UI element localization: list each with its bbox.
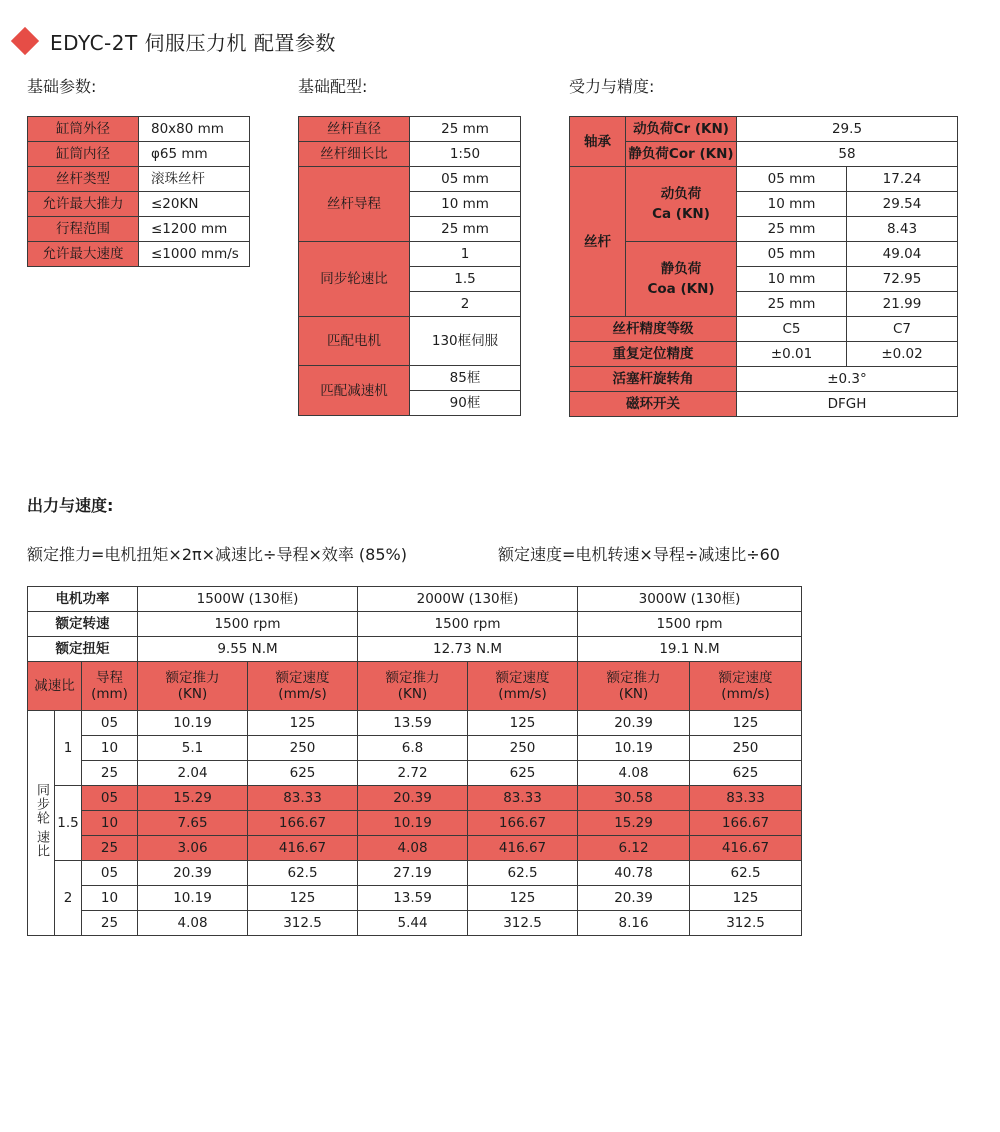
motor-power-value: 2000W (130框) [358, 587, 578, 612]
speed-value: 125 [690, 711, 802, 736]
thrust-value: 10.19 [578, 736, 690, 761]
static-load-label: 静负荷 Coa (KN) [626, 242, 737, 317]
table-row [28, 736, 802, 761]
thrust-value: 4.08 [358, 836, 468, 861]
thrust-value: 15.29 [578, 811, 690, 836]
speed-value: 62.5 [468, 861, 578, 886]
rated-speed-value: 1500 rpm [358, 612, 578, 637]
bearing-static-value: 58 [737, 142, 958, 167]
table-row [28, 836, 802, 861]
pulley-ratio-label: 同步轮速比 [299, 242, 410, 317]
param-label: 允许最大推力 [28, 192, 139, 217]
speed-value: 83.33 [248, 786, 358, 811]
static-load-value: 72.95 [847, 267, 958, 292]
thrust-value: 5.44 [358, 911, 468, 936]
table-row [28, 242, 250, 267]
screw-diameter-value: 25 mm [410, 117, 521, 142]
speed-value: 125 [468, 711, 578, 736]
table-row [570, 167, 958, 192]
precision-grade-value: C5 [737, 317, 847, 342]
rated-speed-value: 1500 rpm [578, 612, 802, 637]
output-speed-heading: 出力与速度: [27, 496, 114, 515]
thrust-value: 4.08 [138, 911, 248, 936]
motor-power-value: 3000W (130框) [578, 587, 802, 612]
speed-value: 125 [248, 886, 358, 911]
precision-grade-value: C7 [847, 317, 958, 342]
thrust-value: 6.12 [578, 836, 690, 861]
table-row [28, 637, 802, 662]
basic-config-heading: 基础配型: [298, 77, 368, 96]
rated-speed-label: 额定转速 [28, 612, 138, 637]
thrust-value: 20.39 [578, 711, 690, 736]
lead-cell: 10 [82, 736, 138, 761]
bearing-dynamic-value: 29.5 [737, 117, 958, 142]
lead-cell: 05 [82, 861, 138, 886]
table-row [570, 342, 958, 367]
speed-value: 312.5 [690, 911, 802, 936]
table-row [299, 366, 521, 391]
table-row [28, 192, 250, 217]
speed-value: 625 [248, 761, 358, 786]
lead-value: 10 mm [410, 192, 521, 217]
speed-value: 312.5 [248, 911, 358, 936]
lead-value: 25 mm [410, 217, 521, 242]
lead-header: 导程 (mm) [82, 662, 138, 711]
pulley-ratio-vertical-text: 同步轮 速比 [34, 783, 49, 859]
dynamic-load-lead: 25 mm [737, 217, 847, 242]
thrust-value: 13.59 [358, 886, 468, 911]
static-load-lead: 25 mm [737, 292, 847, 317]
piston-rotation-label: 活塞杆旋转角 [570, 367, 737, 392]
thrust-value: 20.39 [138, 861, 248, 886]
speed-value: 250 [248, 736, 358, 761]
lead-cell: 25 [82, 761, 138, 786]
lead-cell: 25 [82, 911, 138, 936]
lead-cell: 05 [82, 786, 138, 811]
speed-value: 416.67 [468, 836, 578, 861]
dynamic-load-lead: 10 mm [737, 192, 847, 217]
thrust-header: 额定推力 (KN) [358, 662, 468, 711]
param-value: ≤20KN [139, 192, 250, 217]
param-value: φ65 mm [139, 142, 250, 167]
lead-cell: 25 [82, 836, 138, 861]
thrust-value: 10.19 [138, 711, 248, 736]
page-title: EDYC-2T 伺服压力机 配置参数 [50, 31, 336, 55]
speed-value: 250 [690, 736, 802, 761]
thrust-value: 27.19 [358, 861, 468, 886]
screw-ratio-label: 丝杆细长比 [299, 142, 410, 167]
bearing-dynamic-label: 动负荷Cr (KN) [626, 117, 737, 142]
thrust-value: 20.39 [578, 886, 690, 911]
speed-value: 416.67 [690, 836, 802, 861]
thrust-value: 3.06 [138, 836, 248, 861]
reducer-value: 90框 [410, 391, 521, 416]
speed-value: 250 [468, 736, 578, 761]
thrust-value: 40.78 [578, 861, 690, 886]
output-speed-table [27, 586, 802, 936]
thrust-value: 10.19 [358, 811, 468, 836]
speed-value: 125 [468, 886, 578, 911]
speed-header: 额定速度 (mm/s) [690, 662, 802, 711]
dynamic-load-value: 17.24 [847, 167, 958, 192]
param-label: 允许最大速度 [28, 242, 139, 267]
thrust-value: 4.08 [578, 761, 690, 786]
thrust-value: 7.65 [138, 811, 248, 836]
thrust-value: 5.1 [138, 736, 248, 761]
dynamic-load-lead: 05 mm [737, 167, 847, 192]
thrust-value: 6.8 [358, 736, 468, 761]
table-row [570, 317, 958, 342]
ratio-header: 减速比 [28, 662, 82, 711]
reducer-value: 85框 [410, 366, 521, 391]
table-row [299, 117, 521, 142]
motor-label: 匹配电机 [299, 317, 410, 366]
table-row [299, 317, 521, 366]
rated-torque-value: 12.73 N.M [358, 637, 578, 662]
param-label: 丝杆类型 [28, 167, 139, 192]
table-row [299, 242, 521, 267]
basic-params-table [27, 116, 250, 267]
thrust-header: 额定推力 (KN) [578, 662, 690, 711]
table-row [28, 217, 250, 242]
table-row [28, 167, 250, 192]
table-row [570, 392, 958, 417]
force-precision-heading: 受力与精度: [569, 77, 655, 96]
table-row [28, 786, 802, 811]
thrust-header: 额定推力 (KN) [138, 662, 248, 711]
dynamic-load-value: 8.43 [847, 217, 958, 242]
lead-cell: 05 [82, 711, 138, 736]
speed-value: 312.5 [468, 911, 578, 936]
precision-grade-label: 丝杆精度等级 [570, 317, 737, 342]
rated-torque-value: 19.1 N.M [578, 637, 802, 662]
table-row [28, 142, 250, 167]
table-row [28, 861, 802, 886]
table-header-row [28, 662, 802, 711]
pulley-ratio-value: 1 [410, 242, 521, 267]
speed-value: 62.5 [248, 861, 358, 886]
table-row [28, 911, 802, 936]
repeat-precision-value: ±0.02 [847, 342, 958, 367]
speed-value: 166.67 [248, 811, 358, 836]
bearing-label: 轴承 [570, 117, 626, 167]
param-value: 80x80 mm [139, 117, 250, 142]
piston-rotation-value: ±0.3° [737, 367, 958, 392]
table-row [570, 367, 958, 392]
speed-value: 625 [468, 761, 578, 786]
table-row [570, 242, 958, 267]
table-row [570, 117, 958, 142]
thrust-value: 8.16 [578, 911, 690, 936]
param-value: 滚珠丝杆 [139, 167, 250, 192]
table-row [28, 886, 802, 911]
static-load-value: 21.99 [847, 292, 958, 317]
speed-value: 62.5 [690, 861, 802, 886]
rated-torque-value: 9.55 N.M [138, 637, 358, 662]
motor-power-value: 1500W (130框) [138, 587, 358, 612]
speed-value: 125 [248, 711, 358, 736]
pulley-ratio-value: 2 [410, 292, 521, 317]
pulley-ratio-cell: 1 [55, 711, 82, 786]
speed-value: 83.33 [690, 786, 802, 811]
param-value: ≤1200 mm [139, 217, 250, 242]
pulley-ratio-cell: 1.5 [55, 786, 82, 861]
dynamic-load-label: 动负荷 Ca (KN) [626, 167, 737, 242]
param-label: 缸筒内径 [28, 142, 139, 167]
thrust-value: 2.72 [358, 761, 468, 786]
table-row [28, 612, 802, 637]
rated-speed-value: 1500 rpm [138, 612, 358, 637]
speed-value: 125 [690, 886, 802, 911]
speed-value: 166.67 [468, 811, 578, 836]
magnet-switch-value: DFGH [737, 392, 958, 417]
table-row [28, 117, 250, 142]
static-load-lead: 10 mm [737, 267, 847, 292]
pulley-ratio-value: 1.5 [410, 267, 521, 292]
speed-value: 625 [690, 761, 802, 786]
thrust-value: 2.04 [138, 761, 248, 786]
motor-value: 130框伺服 [410, 317, 521, 366]
thrust-value: 15.29 [138, 786, 248, 811]
reducer-label: 匹配减速机 [299, 366, 410, 416]
basic-params-heading: 基础参数: [27, 77, 97, 96]
screw-label: 丝杆 [570, 167, 626, 317]
thrust-value: 10.19 [138, 886, 248, 911]
lead-value: 05 mm [410, 167, 521, 192]
table-row [28, 587, 802, 612]
table-row [28, 811, 802, 836]
speed-value: 166.67 [690, 811, 802, 836]
table-row [299, 142, 521, 167]
lead-cell: 10 [82, 811, 138, 836]
speed-value: 416.67 [248, 836, 358, 861]
bearing-static-label: 静负荷Cor (KN) [626, 142, 737, 167]
param-label: 行程范围 [28, 217, 139, 242]
thrust-formula: 额定推力=电机扭矩×2π×减速比÷导程×效率 (85%) [27, 545, 407, 564]
repeat-precision-value: ±0.01 [737, 342, 847, 367]
screw-ratio-value: 1:50 [410, 142, 521, 167]
force-precision-table [569, 116, 958, 417]
table-row [570, 142, 958, 167]
thrust-value: 30.58 [578, 786, 690, 811]
speed-value: 83.33 [468, 786, 578, 811]
rated-torque-label: 额定扭矩 [28, 637, 138, 662]
table-row [299, 167, 521, 192]
thrust-value: 20.39 [358, 786, 468, 811]
static-load-value: 49.04 [847, 242, 958, 267]
static-load-lead: 05 mm [737, 242, 847, 267]
title-diamond-icon [11, 27, 39, 55]
motor-power-label: 电机功率 [28, 587, 138, 612]
table-row [28, 711, 802, 736]
speed-header: 额定速度 (mm/s) [468, 662, 578, 711]
screw-diameter-label: 丝杆直径 [299, 117, 410, 142]
speed-header: 额定速度 (mm/s) [248, 662, 358, 711]
pulley-ratio-cell: 2 [55, 861, 82, 936]
speed-formula: 额定速度=电机转速×导程÷减速比÷60 [498, 545, 780, 564]
repeat-precision-label: 重复定位精度 [570, 342, 737, 367]
param-value: ≤1000 mm/s [139, 242, 250, 267]
pulley-ratio-group-label [28, 711, 55, 936]
lead-cell: 10 [82, 886, 138, 911]
magnet-switch-label: 磁环开关 [570, 392, 737, 417]
param-label: 缸筒外径 [28, 117, 139, 142]
dynamic-load-value: 29.54 [847, 192, 958, 217]
lead-label: 丝杆导程 [299, 167, 410, 242]
thrust-value: 13.59 [358, 711, 468, 736]
basic-config-table [298, 116, 521, 416]
table-row [28, 761, 802, 786]
